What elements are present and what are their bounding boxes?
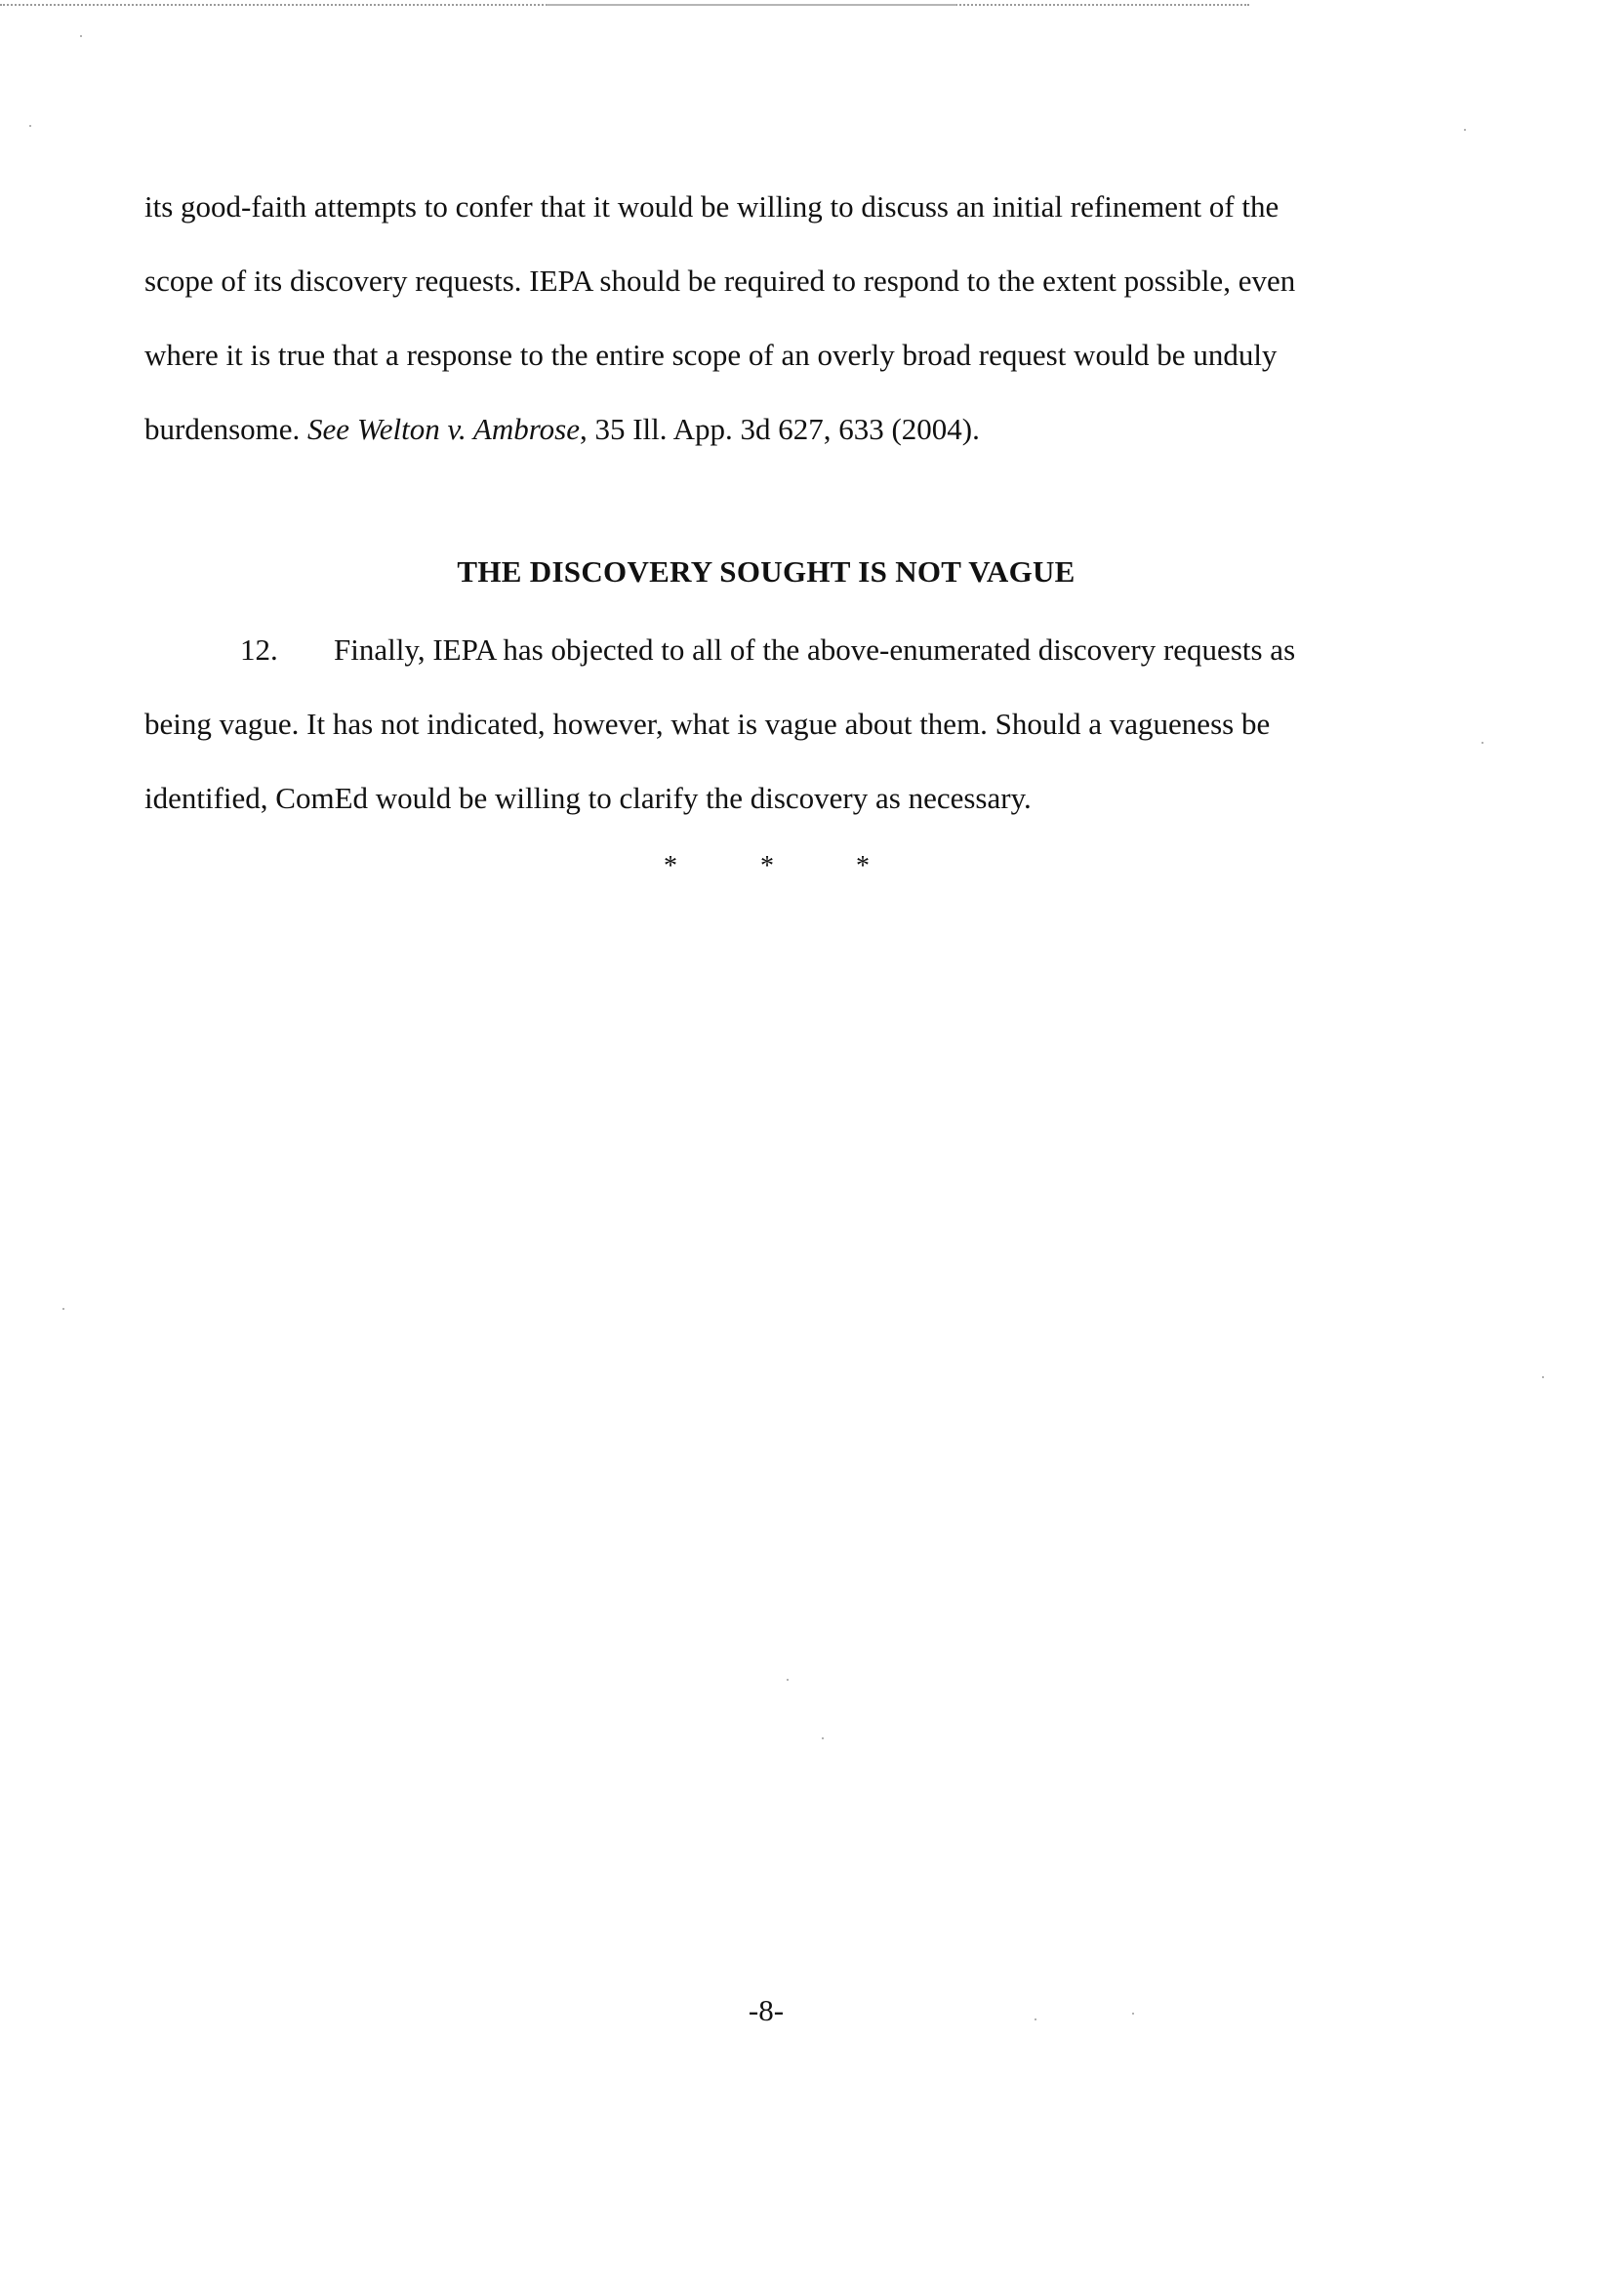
paragraph-first-line: Finally, IEPA has objected to all of the above-enumerated discovery requests as xyxy=(334,632,1296,667)
section-heading: THE DISCOVERY SOUGHT IS NOT VAGUE xyxy=(457,554,1076,589)
paragraph-line-3: identified, ComEd would be willing to clarify the discovery as necessary. xyxy=(144,781,1032,815)
scan-edge-top-right xyxy=(547,4,956,6)
scan-speck xyxy=(1482,742,1483,744)
scan-speck xyxy=(62,1308,64,1310)
scan-speck xyxy=(787,1679,789,1681)
scan-speck xyxy=(1464,129,1466,131)
section-break-star: * xyxy=(760,851,774,881)
paragraph-number: 12. xyxy=(240,632,278,667)
scan-speck xyxy=(29,125,31,127)
paragraph-line-2: being vague. It has not indicated, however, what is vague about them. Should a vagueness be xyxy=(144,707,1271,741)
scan-speck xyxy=(822,1737,824,1739)
body-line-1: its good-faith attempts to confer that it would be willing to discuss an initial refinement of the xyxy=(144,189,1279,224)
section-break-star: * xyxy=(664,851,677,881)
section-break-star: * xyxy=(856,851,870,881)
body-line-3: where it is true that a response to the entire scope of an overly broad request would be unduly xyxy=(144,338,1278,372)
citation-case-name: Welton v. Ambrose xyxy=(356,412,580,446)
citation-signal: See xyxy=(307,412,350,446)
scan-speck xyxy=(80,35,82,37)
citation-line xyxy=(144,410,980,449)
body-line-2: scope of its discovery requests. IEPA should be required to respond to the extent possible, even xyxy=(144,264,1296,298)
citation-lead: burdensome. xyxy=(144,412,308,446)
citation-reporter: , 35 Ill. App. 3d 627, 633 (2004). xyxy=(579,412,980,446)
page-number: -8- xyxy=(748,1993,785,2027)
scan-speck xyxy=(1542,1376,1544,1378)
